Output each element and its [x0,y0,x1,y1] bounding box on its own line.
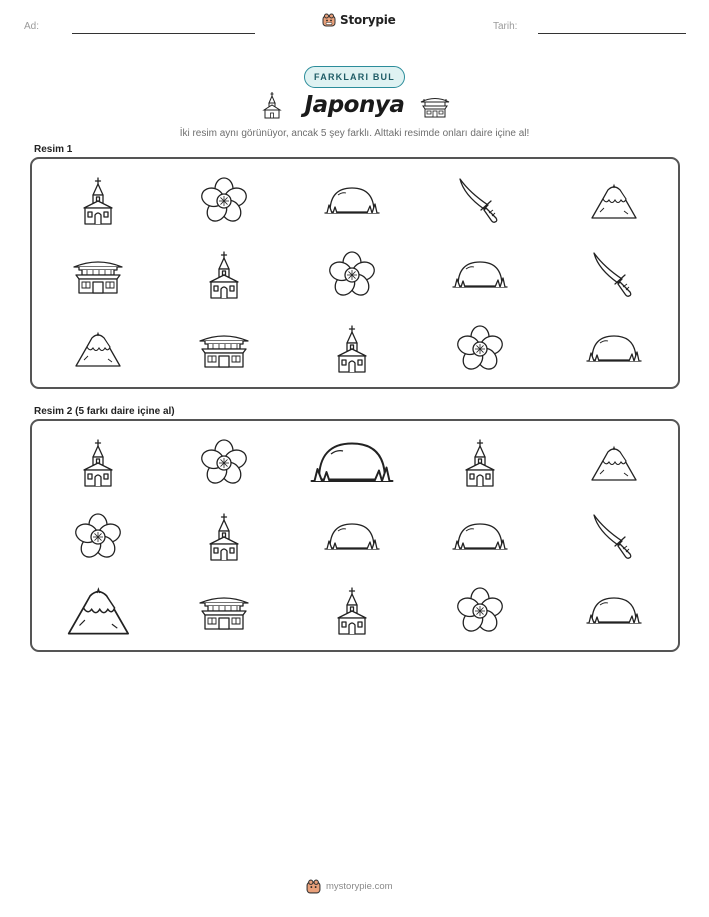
name-line[interactable] [72,33,255,34]
sakura-flower-icon [457,326,503,372]
rock-icon[interactable] [452,521,508,553]
storypie-footer-logo-icon [306,879,321,894]
instructions: İki resim aynı görünüyor, ancak 5 şey farklı. Alttaki resimde onları daire içine al! [179,128,530,139]
church-icon[interactable] [336,587,368,635]
church-icon[interactable] [82,439,114,487]
sakura-flower-icon[interactable] [75,514,121,560]
storypie-logo-icon [322,13,336,27]
picture-2-panel[interactable] [30,419,680,652]
church-icon [208,251,240,299]
mount-fuji-icon [590,182,638,220]
section2-label: Resim 2 (5 farkı daire içine al) [34,406,175,417]
rock-icon [324,185,380,217]
pagoda-house-icon [199,330,249,368]
sakura-flower-icon [201,178,247,224]
page-title: Japonya [304,92,405,118]
name-label: Ad: [24,21,40,32]
church-icon[interactable] [208,513,240,561]
rock-icon [586,333,642,365]
date-label: Tarih: [493,21,518,32]
rock-icon[interactable] [310,439,394,487]
church-icon [336,325,368,373]
katana-icon [458,177,502,225]
sakura-flower-icon [329,252,375,298]
pagoda-house-icon [73,256,123,294]
katana-icon[interactable] [592,513,636,561]
activity-badge: FARKLARI BUL [304,66,405,88]
footer [306,879,393,894]
sakura-flower-icon[interactable] [457,588,503,634]
rock-icon[interactable] [324,521,380,553]
section1-label: Resim 1 [34,144,73,155]
mount-fuji-icon[interactable] [590,444,638,482]
rock-icon[interactable] [586,595,642,627]
church-icon [82,177,114,225]
pagoda-house-icon[interactable] [199,592,249,630]
picture-1-panel [30,157,680,389]
church-icon[interactable] [464,439,496,487]
date-line[interactable] [538,33,686,34]
brand [322,13,396,27]
mount-fuji-icon[interactable] [66,585,131,636]
title-pagoda-house-icon [420,94,450,118]
brand-name: Storypie [340,13,396,27]
footer-url[interactable]: mystorypie.com [326,881,393,892]
sakura-flower-icon[interactable] [201,440,247,486]
rock-icon [452,259,508,291]
mount-fuji-icon [74,330,122,368]
katana-icon [592,251,636,299]
